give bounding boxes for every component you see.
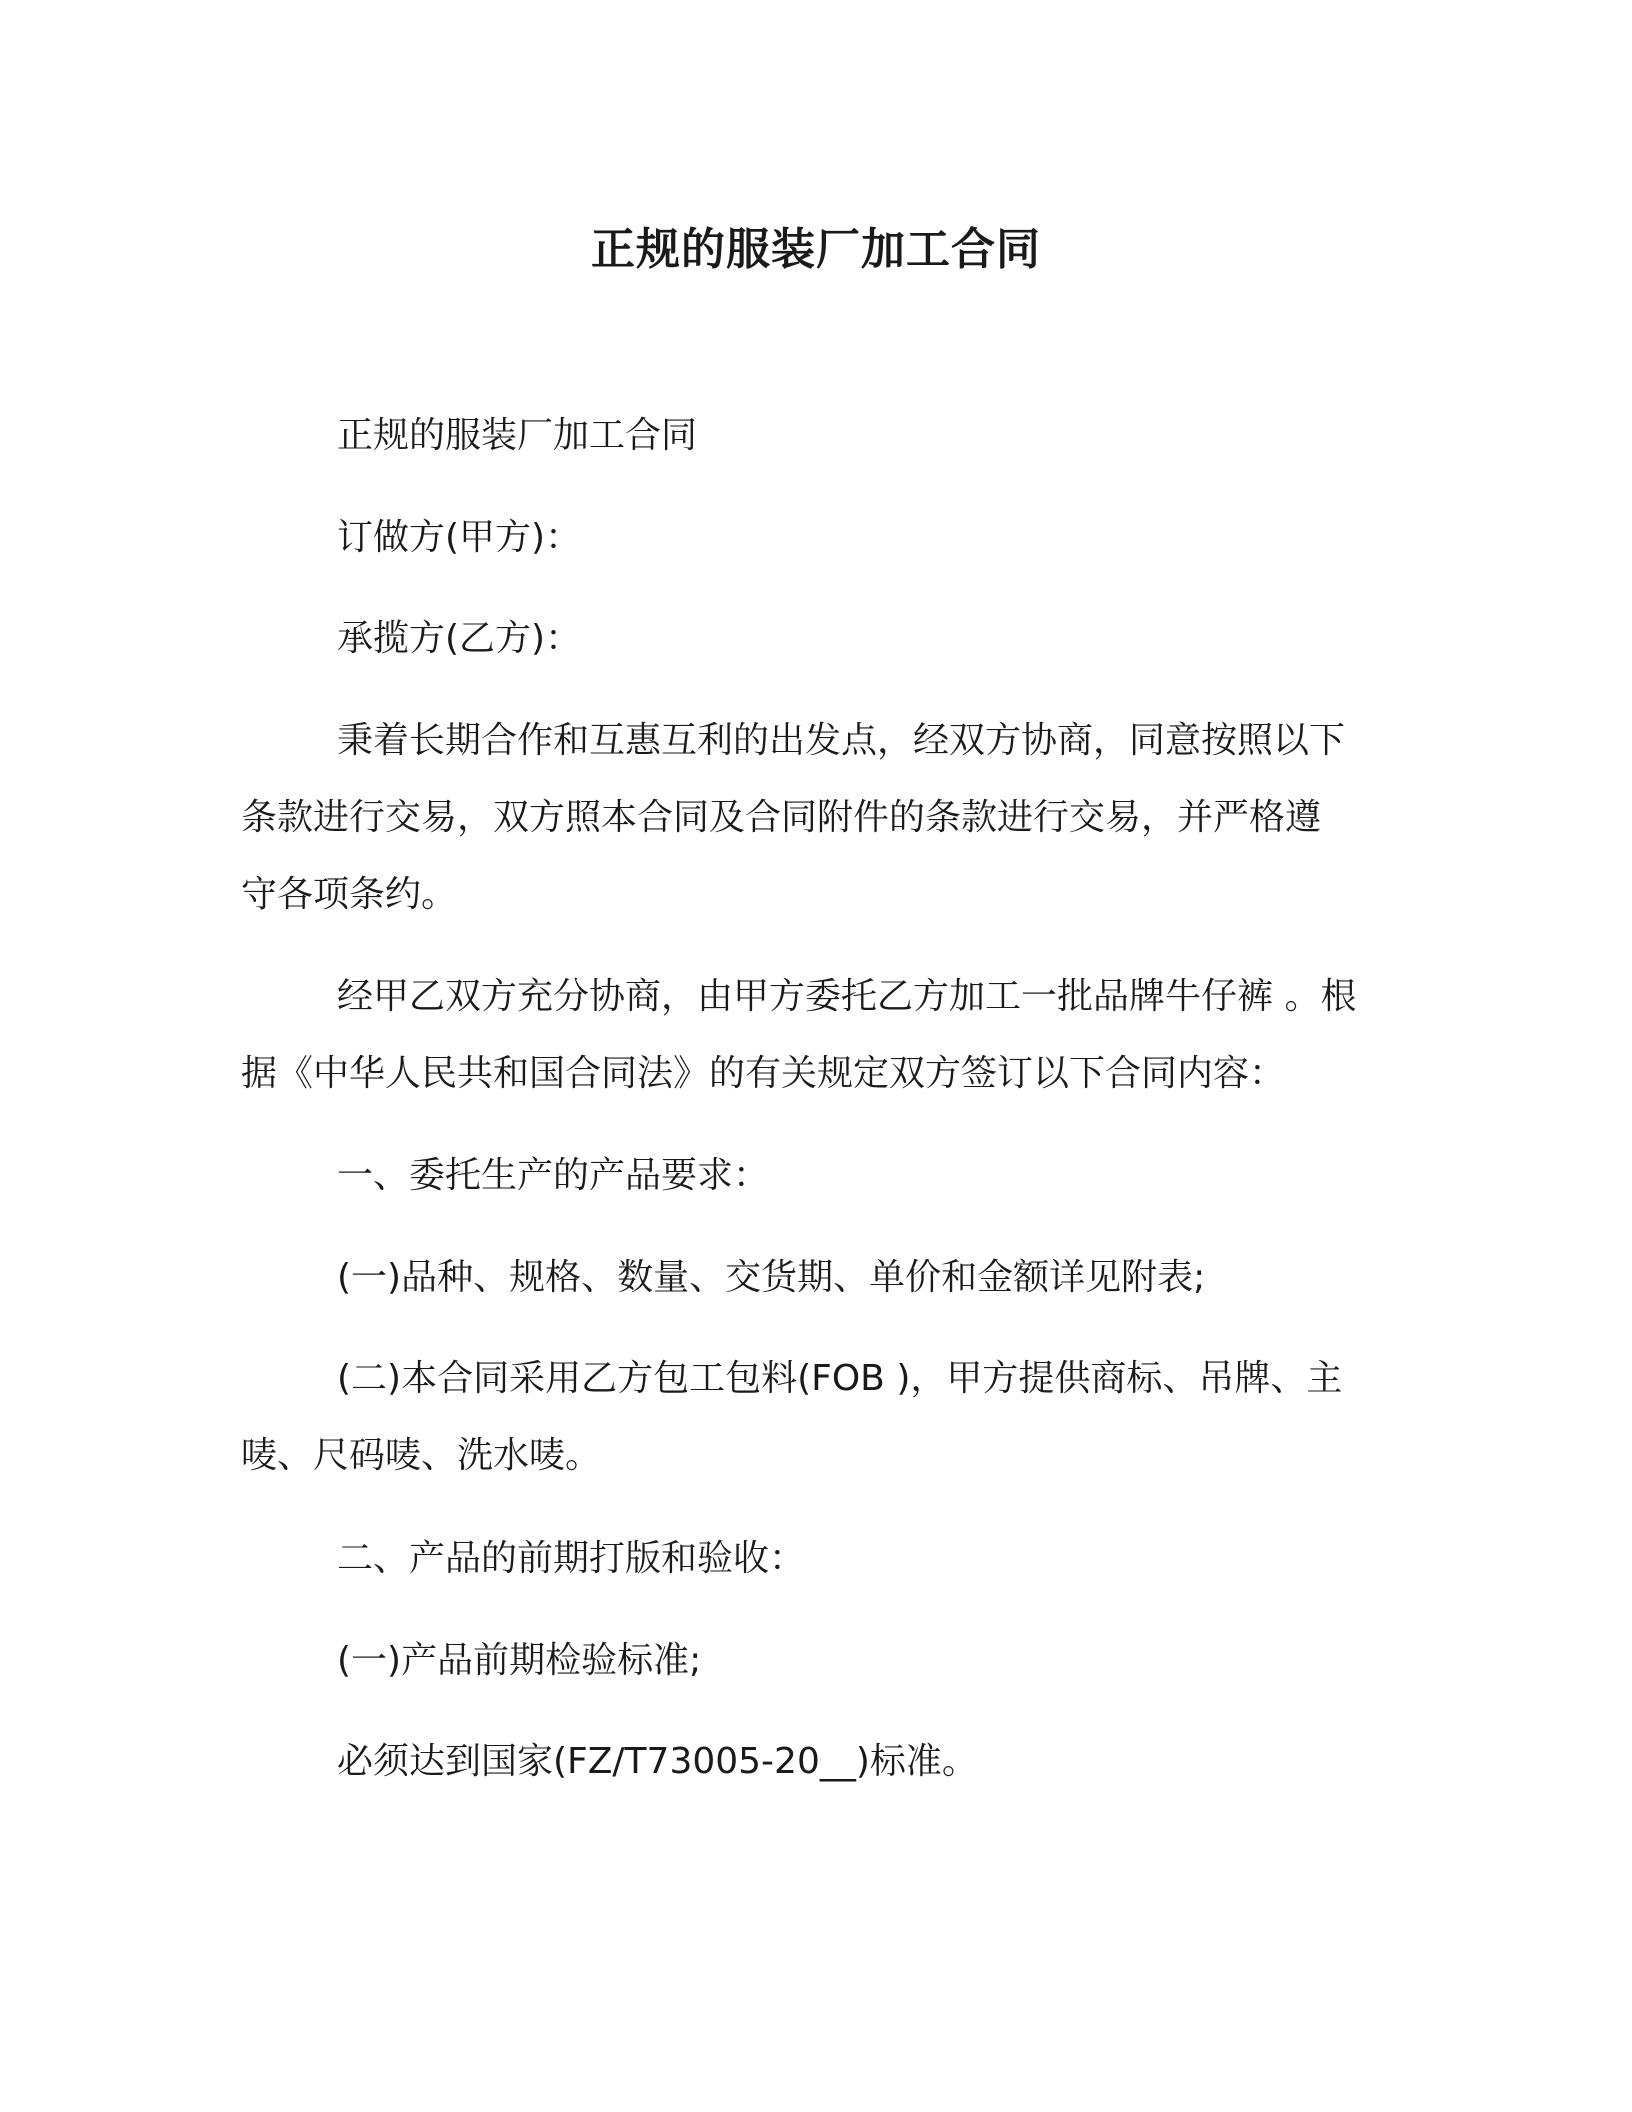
- section-heading-2: [241, 1520, 1401, 1597]
- text-line: 订做方(甲方)：: [337, 517, 582, 558]
- text-line: 二、产品的前期打版和验收：: [337, 1538, 806, 1579]
- text-line: 必须达到国家(FZ/T73005-20__)标准。: [337, 1741, 978, 1782]
- document-title: 正规的服装厂加工合同: [591, 224, 1041, 275]
- text-line: (一)品种、规格、数量、交货期、单价和金额详见附表;: [337, 1257, 1206, 1298]
- paragraph-party-a: [241, 499, 1401, 576]
- clause-2-1-standard: [241, 1723, 1401, 1800]
- clause-1-1: [241, 1239, 1401, 1316]
- paragraph-heading: [241, 397, 1401, 474]
- section-heading-1: [241, 1137, 1401, 1214]
- clause-2-1: [241, 1622, 1401, 1699]
- text-line: 据《中华人民共和国合同法》的有关规定双方签订以下合同内容：: [241, 1053, 1286, 1094]
- text-line: (二)本合同采用乙方包工包料(FOB )，甲方提供商标、吊牌、主: [337, 1358, 1343, 1399]
- text-line: 正规的服装厂加工合同: [337, 415, 698, 456]
- text-line: 秉着长期合作和互惠互利的出发点，经双方协商，同意按照以下: [337, 720, 1346, 761]
- text-line: 一、委托生产的产品要求：: [337, 1155, 770, 1196]
- text-line: 条款进行交易，双方照本合同及合同附件的条款进行交易，并严格遵: [241, 797, 1322, 838]
- text-line: 承揽方(乙方)：: [337, 618, 582, 659]
- paragraph-agreement: [241, 958, 1401, 1112]
- paragraph-party-b: [241, 600, 1401, 677]
- paragraph-preamble: [241, 702, 1401, 933]
- clause-1-2: [241, 1340, 1401, 1494]
- text-line: 守各项条约。: [241, 874, 458, 915]
- text-line: (一)产品前期检验标准;: [337, 1640, 702, 1681]
- text-line: 经甲乙双方充分协商，由甲方委托乙方加工一批品牌牛仔裤 。根: [337, 976, 1357, 1017]
- text-line: 唛、尺码唛、洗水唛。: [241, 1435, 602, 1476]
